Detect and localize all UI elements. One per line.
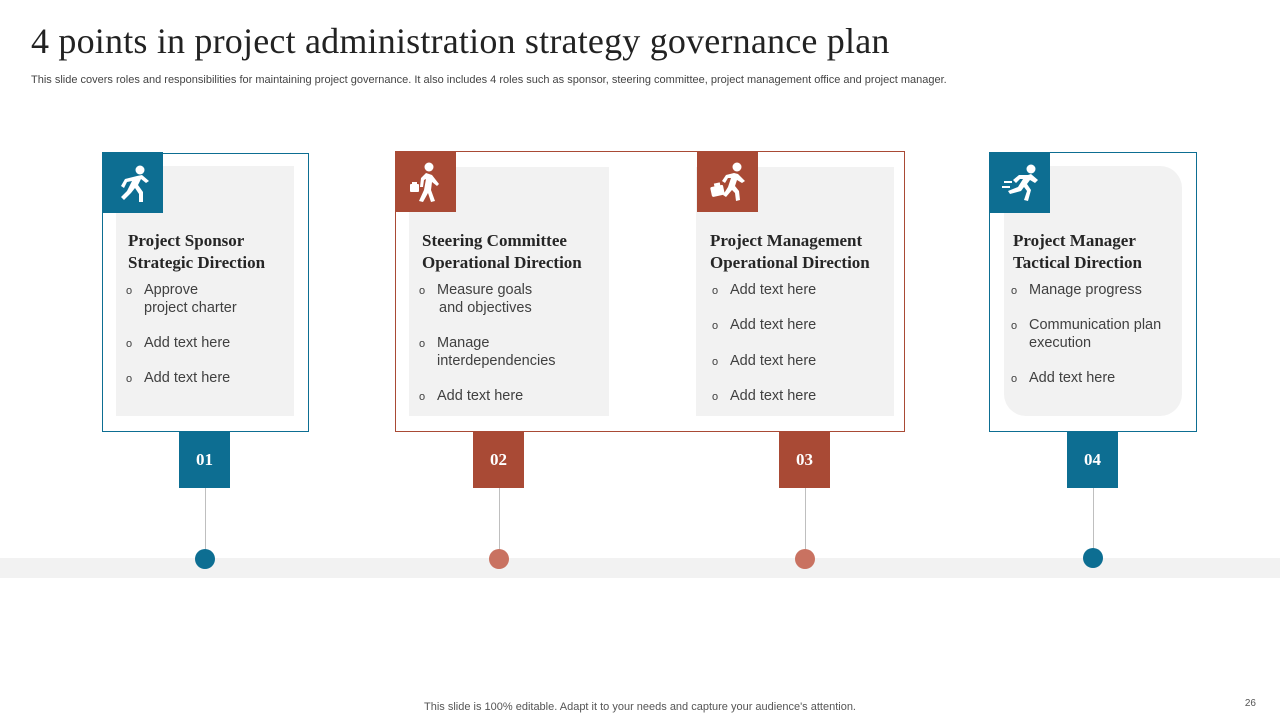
list-item: o Add text here — [419, 388, 524, 404]
list-item: o Approve project charter — [126, 282, 237, 316]
step-number-02: 02 — [473, 432, 524, 488]
card-title-steering-committee: Steering Committee Operational Direction — [422, 231, 582, 272]
person-rushing-briefcase-icon — [697, 151, 758, 212]
person-running-icon — [102, 152, 163, 213]
list-item: o Measure goals and objectives — [419, 282, 533, 316]
slide-footer: This slide is 100% editable. Adapt it to your needs and capture your audience's attention. — [424, 701, 856, 713]
person-walking-briefcase-icon — [395, 151, 456, 212]
timeline-dot-4 — [1083, 548, 1103, 568]
card-title-project-sponsor: Project Sponsor Strategic Direction — [128, 231, 266, 272]
step-number-04: 04 — [1067, 432, 1118, 488]
card-title-project-manager: Project Manager Tactical Direction — [1013, 231, 1142, 272]
timeline-connector — [205, 488, 206, 550]
list-item: o Communication plan execution — [1011, 317, 1162, 351]
list-item: o Add text here — [126, 335, 231, 351]
timeline-connector — [499, 488, 500, 550]
list-item: o Add text here — [712, 282, 817, 298]
list-item: o Add text here — [712, 317, 817, 333]
timeline-dot-2 — [489, 549, 509, 569]
timeline-dot-1 — [195, 549, 215, 569]
card-title-project-management: Project Management Operational Direction — [710, 231, 870, 272]
timeline-dot-3 — [795, 549, 815, 569]
list-item: o Add text here — [1011, 370, 1116, 386]
page-number: 26 — [1244, 698, 1256, 709]
step-number-03: 03 — [779, 432, 830, 488]
timeline-connector — [805, 488, 806, 550]
timeline-connector — [1093, 488, 1094, 550]
list-item: o Add text here — [712, 353, 817, 369]
slide-subtitle: This slide covers roles and responsibilities for maintaining project governance. It also includes 4 roles such as sponsor, steering committee, project management office and project manager. — [31, 74, 947, 86]
list-item: o Add text here — [126, 370, 231, 386]
list-item: o Manage interdependencies — [419, 335, 556, 369]
slide-title: 4 points in project administration strategy governance plan — [31, 21, 890, 61]
person-sprinting-icon — [989, 152, 1050, 213]
list-item: o Add text here — [712, 388, 817, 404]
step-number-01: 01 — [179, 432, 230, 488]
list-item: o Manage progress — [1011, 282, 1142, 298]
